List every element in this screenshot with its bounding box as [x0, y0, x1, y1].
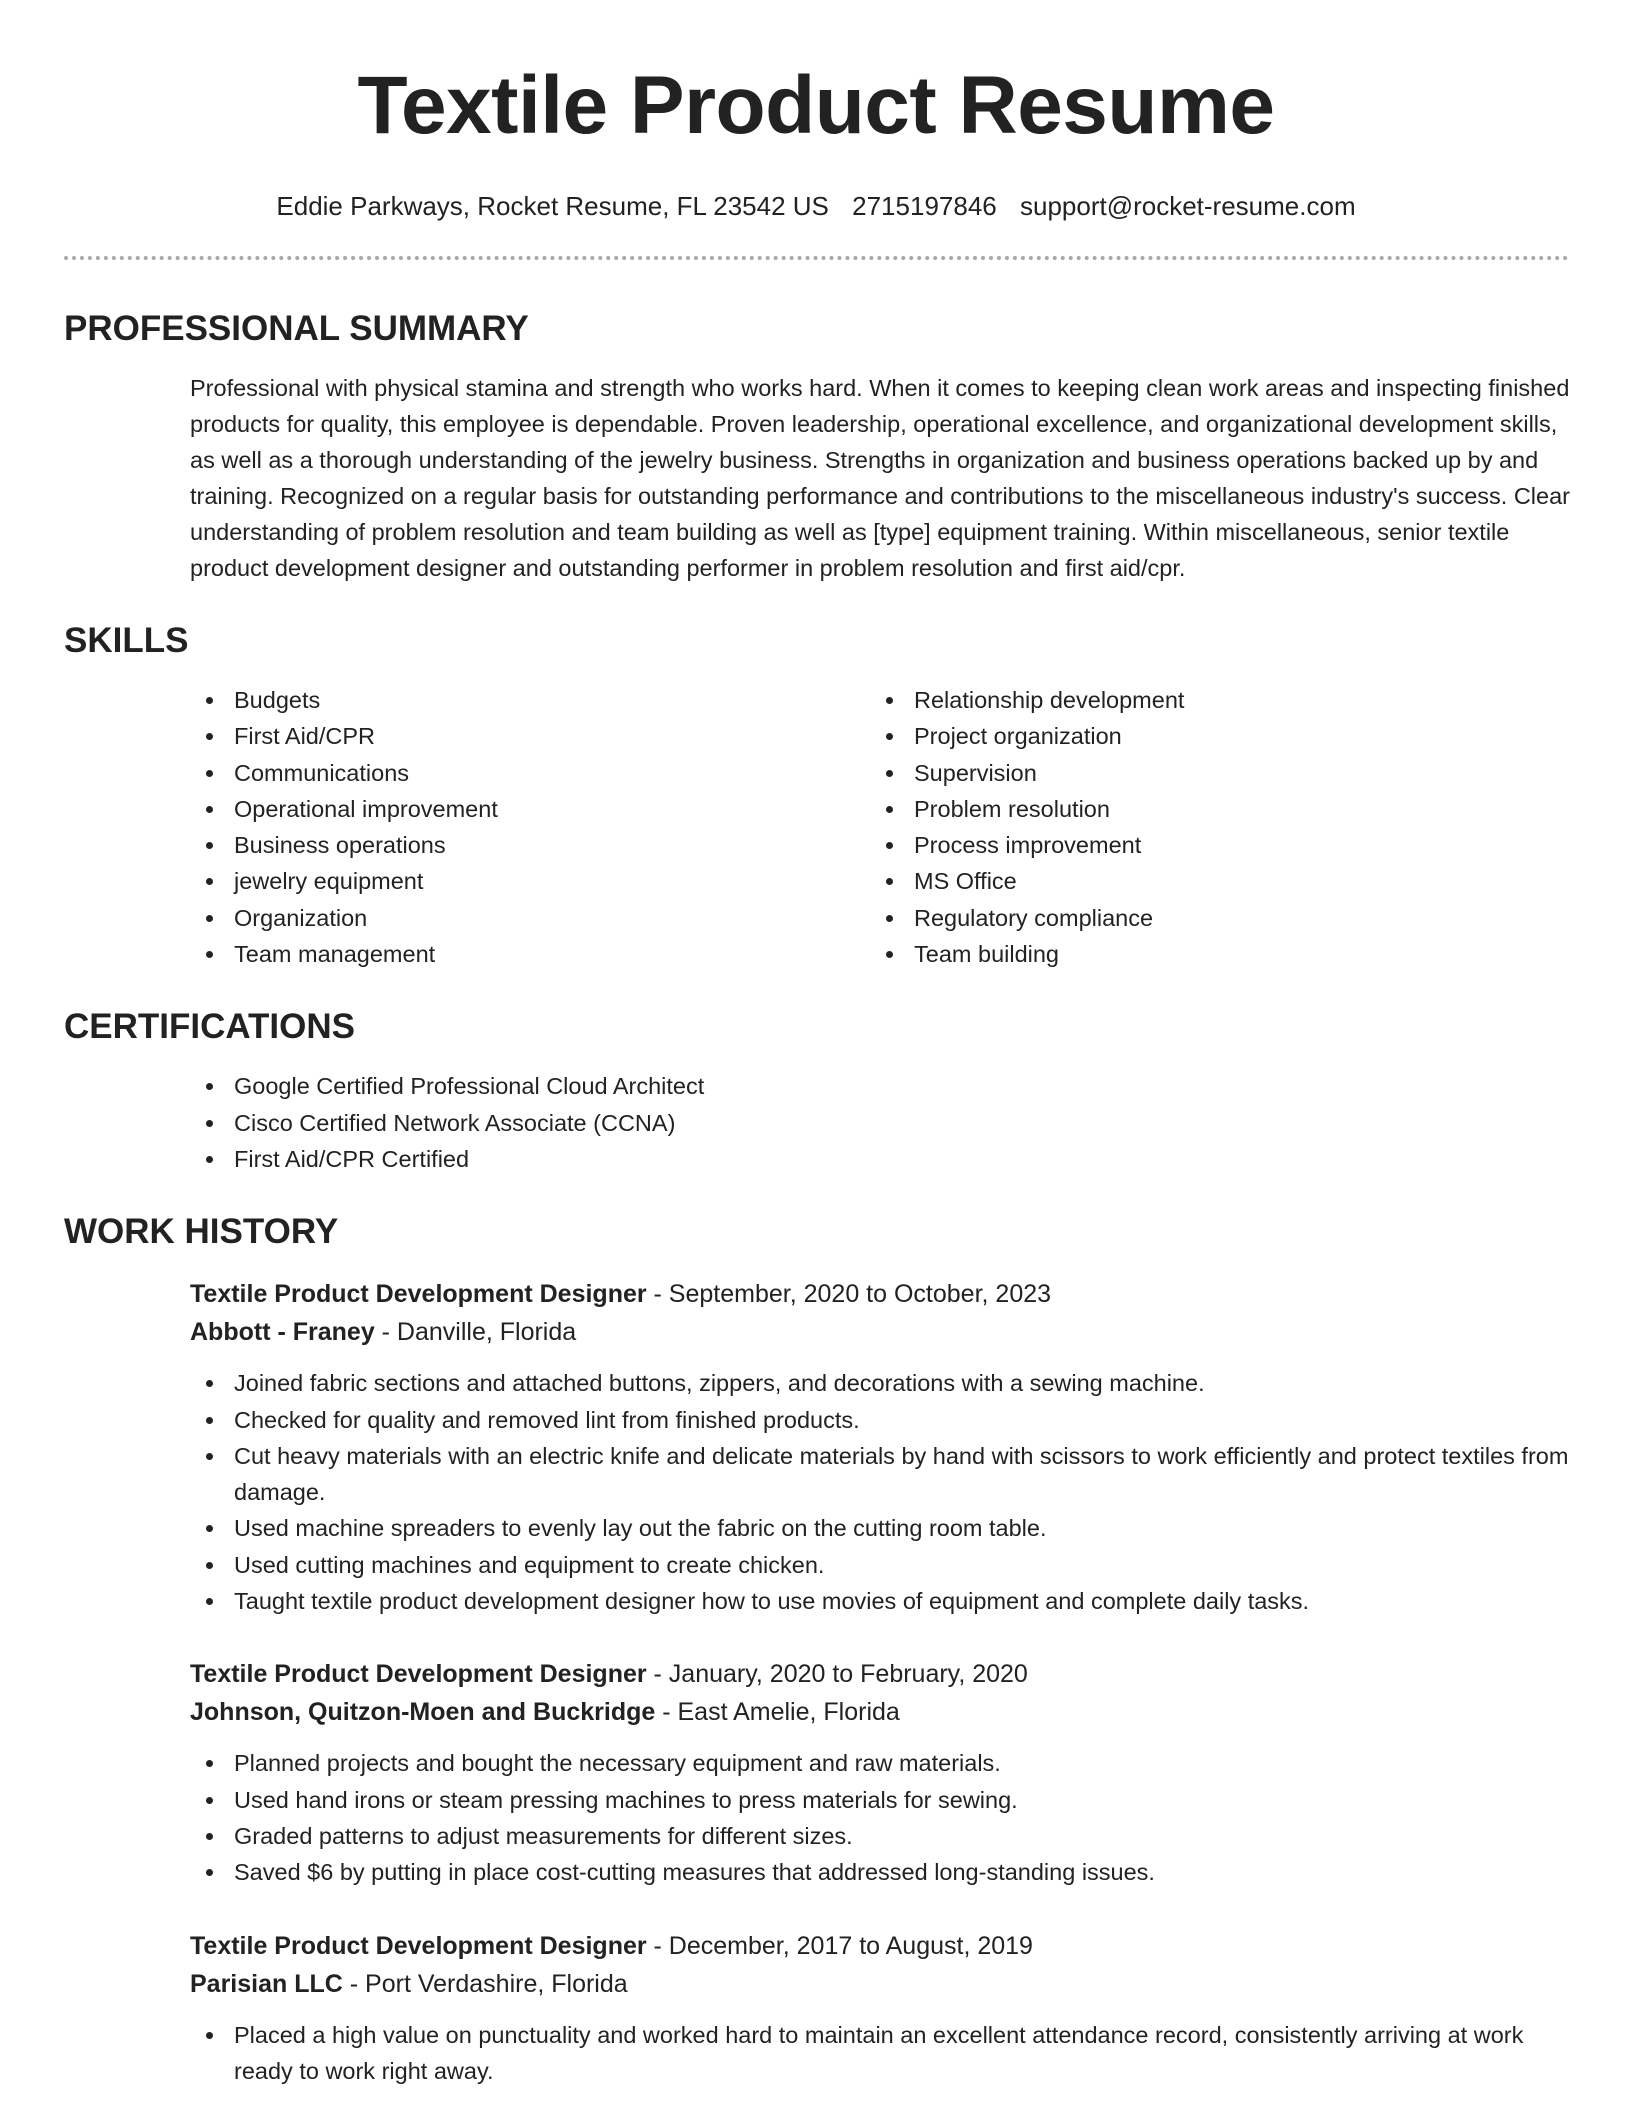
job-duty-item: Placed a high value on punctuality and worked hard to maintain an excellent attendance record, consistently arriving at work ready to work right away. [190, 2017, 1580, 2090]
skill-item: Relationship development [870, 682, 1184, 718]
job-company-line [190, 1965, 1568, 2003]
summary-text: Professional with physical stamina and strength who works hard. When it comes to keeping clean work areas and inspecting finished products for quality, this employee is dependable. Proven leadership, operational excellence, and organizational development skills, as well as a thorough understanding of the jewelry business. Strengths in organization and business operations backed up by and training. Recognized on a regular basis for outstanding performance and contributions to the miscellaneous industry's success. Clear understanding of problem resolution and team building as well as [type] equipment training. Within miscellaneous, senior textile product development designer and outstanding performer in problem resolution and first aid/cpr. [190, 375, 1570, 581]
job-duty-item: Graded patterns to adjust measurements for different sizes. [190, 1818, 1580, 1854]
job-entry [190, 1655, 1568, 1890]
job-company: Johnson, Quitzon-Moen and Buckridge [190, 1698, 656, 1727]
job-title: Textile Product Development Designer [190, 1280, 647, 1309]
job-duty-item: Saved $6 by putting in place cost-cutting measures that addressed long-standing issues. [190, 1854, 1580, 1890]
job-location: - Port Verdashire, Florida [342, 1969, 628, 1998]
skills-heading: SKILLS [64, 621, 189, 660]
skill-item: Team management [190, 936, 870, 972]
job-duty-item: Used machine spreaders to evenly lay out the fabric on the cutting room table. [190, 1510, 1580, 1546]
skill-item: Team building [870, 936, 1184, 972]
job-duty-item: Used cutting machines and equipment to create chicken. [190, 1547, 1580, 1583]
job-duty-item: Planned projects and bought the necessary equipment and raw materials. [190, 1745, 1580, 1781]
job-location: - Danville, Florida [374, 1318, 577, 1347]
certifications-list [190, 1068, 1568, 1177]
summary-heading: PROFESSIONAL SUMMARY [64, 309, 529, 348]
skill-item: MS Office [870, 863, 1184, 899]
skill-item: Operational improvement [190, 791, 870, 827]
job-company: Abbott - Franey [190, 1318, 375, 1347]
job-duties-list [190, 1745, 1580, 1890]
certifications-heading: CERTIFICATIONS [64, 1007, 356, 1047]
skill-item: Organization [190, 900, 870, 936]
job-location: - East Amelie, Florida [655, 1698, 900, 1727]
contact-phone: 2715197846 [852, 191, 997, 221]
job-duty-item: Joined fabric sections and attached buttons, zippers, and decorations with a sewing machine. [190, 1365, 1580, 1401]
contact-email: support@rocket-resume.com [1019, 191, 1356, 221]
skill-item: Communications [190, 755, 870, 791]
work-history-heading: WORK HISTORY [64, 1212, 339, 1252]
job-company: Parisian LLC [190, 1969, 343, 1998]
job-duty-item: Cut heavy materials with an electric knife and delicate materials by hand with scissors to work efficiently and protect textiles from damage. [190, 1438, 1580, 1511]
job-duties-list [190, 2017, 1580, 2090]
contact-address: Eddie Parkways, Rocket Resume, FL 23542 US [276, 191, 829, 221]
skill-item: Supervision [870, 755, 1184, 791]
skill-item: Process improvement [870, 827, 1184, 863]
job-entry [190, 1927, 1568, 2090]
skill-item: Budgets [190, 682, 870, 718]
skill-item: Project organization [870, 718, 1184, 754]
job-dates: - September, 2020 to October, 2023 [646, 1280, 1052, 1309]
job-dates: - January, 2020 to February, 2020 [646, 1660, 1028, 1689]
job-duty-item: Taught textile product development designer how to use movies of equipment and complete daily tasks. [190, 1583, 1580, 1619]
job-company-line [190, 1313, 1568, 1351]
job-title-line [190, 1927, 1568, 1965]
job-duty-item: Used hand irons or steam pressing machines to press materials for sewing. [190, 1782, 1580, 1818]
skills-list [190, 682, 1568, 972]
contact-line [64, 190, 1568, 222]
job-title-line [190, 1655, 1568, 1693]
job-title: Textile Product Development Designer [190, 1931, 647, 1960]
header-divider [64, 256, 1569, 260]
certification-item: Cisco Certified Network Associate (CCNA) [190, 1105, 1568, 1141]
certification-item: Google Certified Professional Cloud Architect [190, 1068, 1568, 1104]
resume-title: Textile Product Resume [357, 60, 1275, 151]
skill-item: First Aid/CPR [190, 718, 870, 754]
job-duty-item: Checked for quality and removed lint from finished products. [190, 1402, 1580, 1438]
skill-item: Problem resolution [870, 791, 1184, 827]
job-company-line [190, 1693, 1568, 1731]
skills-column-left [190, 682, 870, 972]
job-title-line [190, 1275, 1568, 1313]
skill-item: jewelry equipment [190, 863, 870, 899]
job-title: Textile Product Development Designer [190, 1660, 647, 1689]
skills-column-right [870, 682, 1184, 972]
job-entry [190, 1275, 1568, 1619]
skill-item: Regulatory compliance [870, 900, 1184, 936]
job-dates: - December, 2017 to August, 2019 [646, 1931, 1033, 1960]
certification-item: First Aid/CPR Certified [190, 1141, 1568, 1177]
skill-item: Business operations [190, 827, 870, 863]
job-duties-list [190, 1365, 1580, 1619]
